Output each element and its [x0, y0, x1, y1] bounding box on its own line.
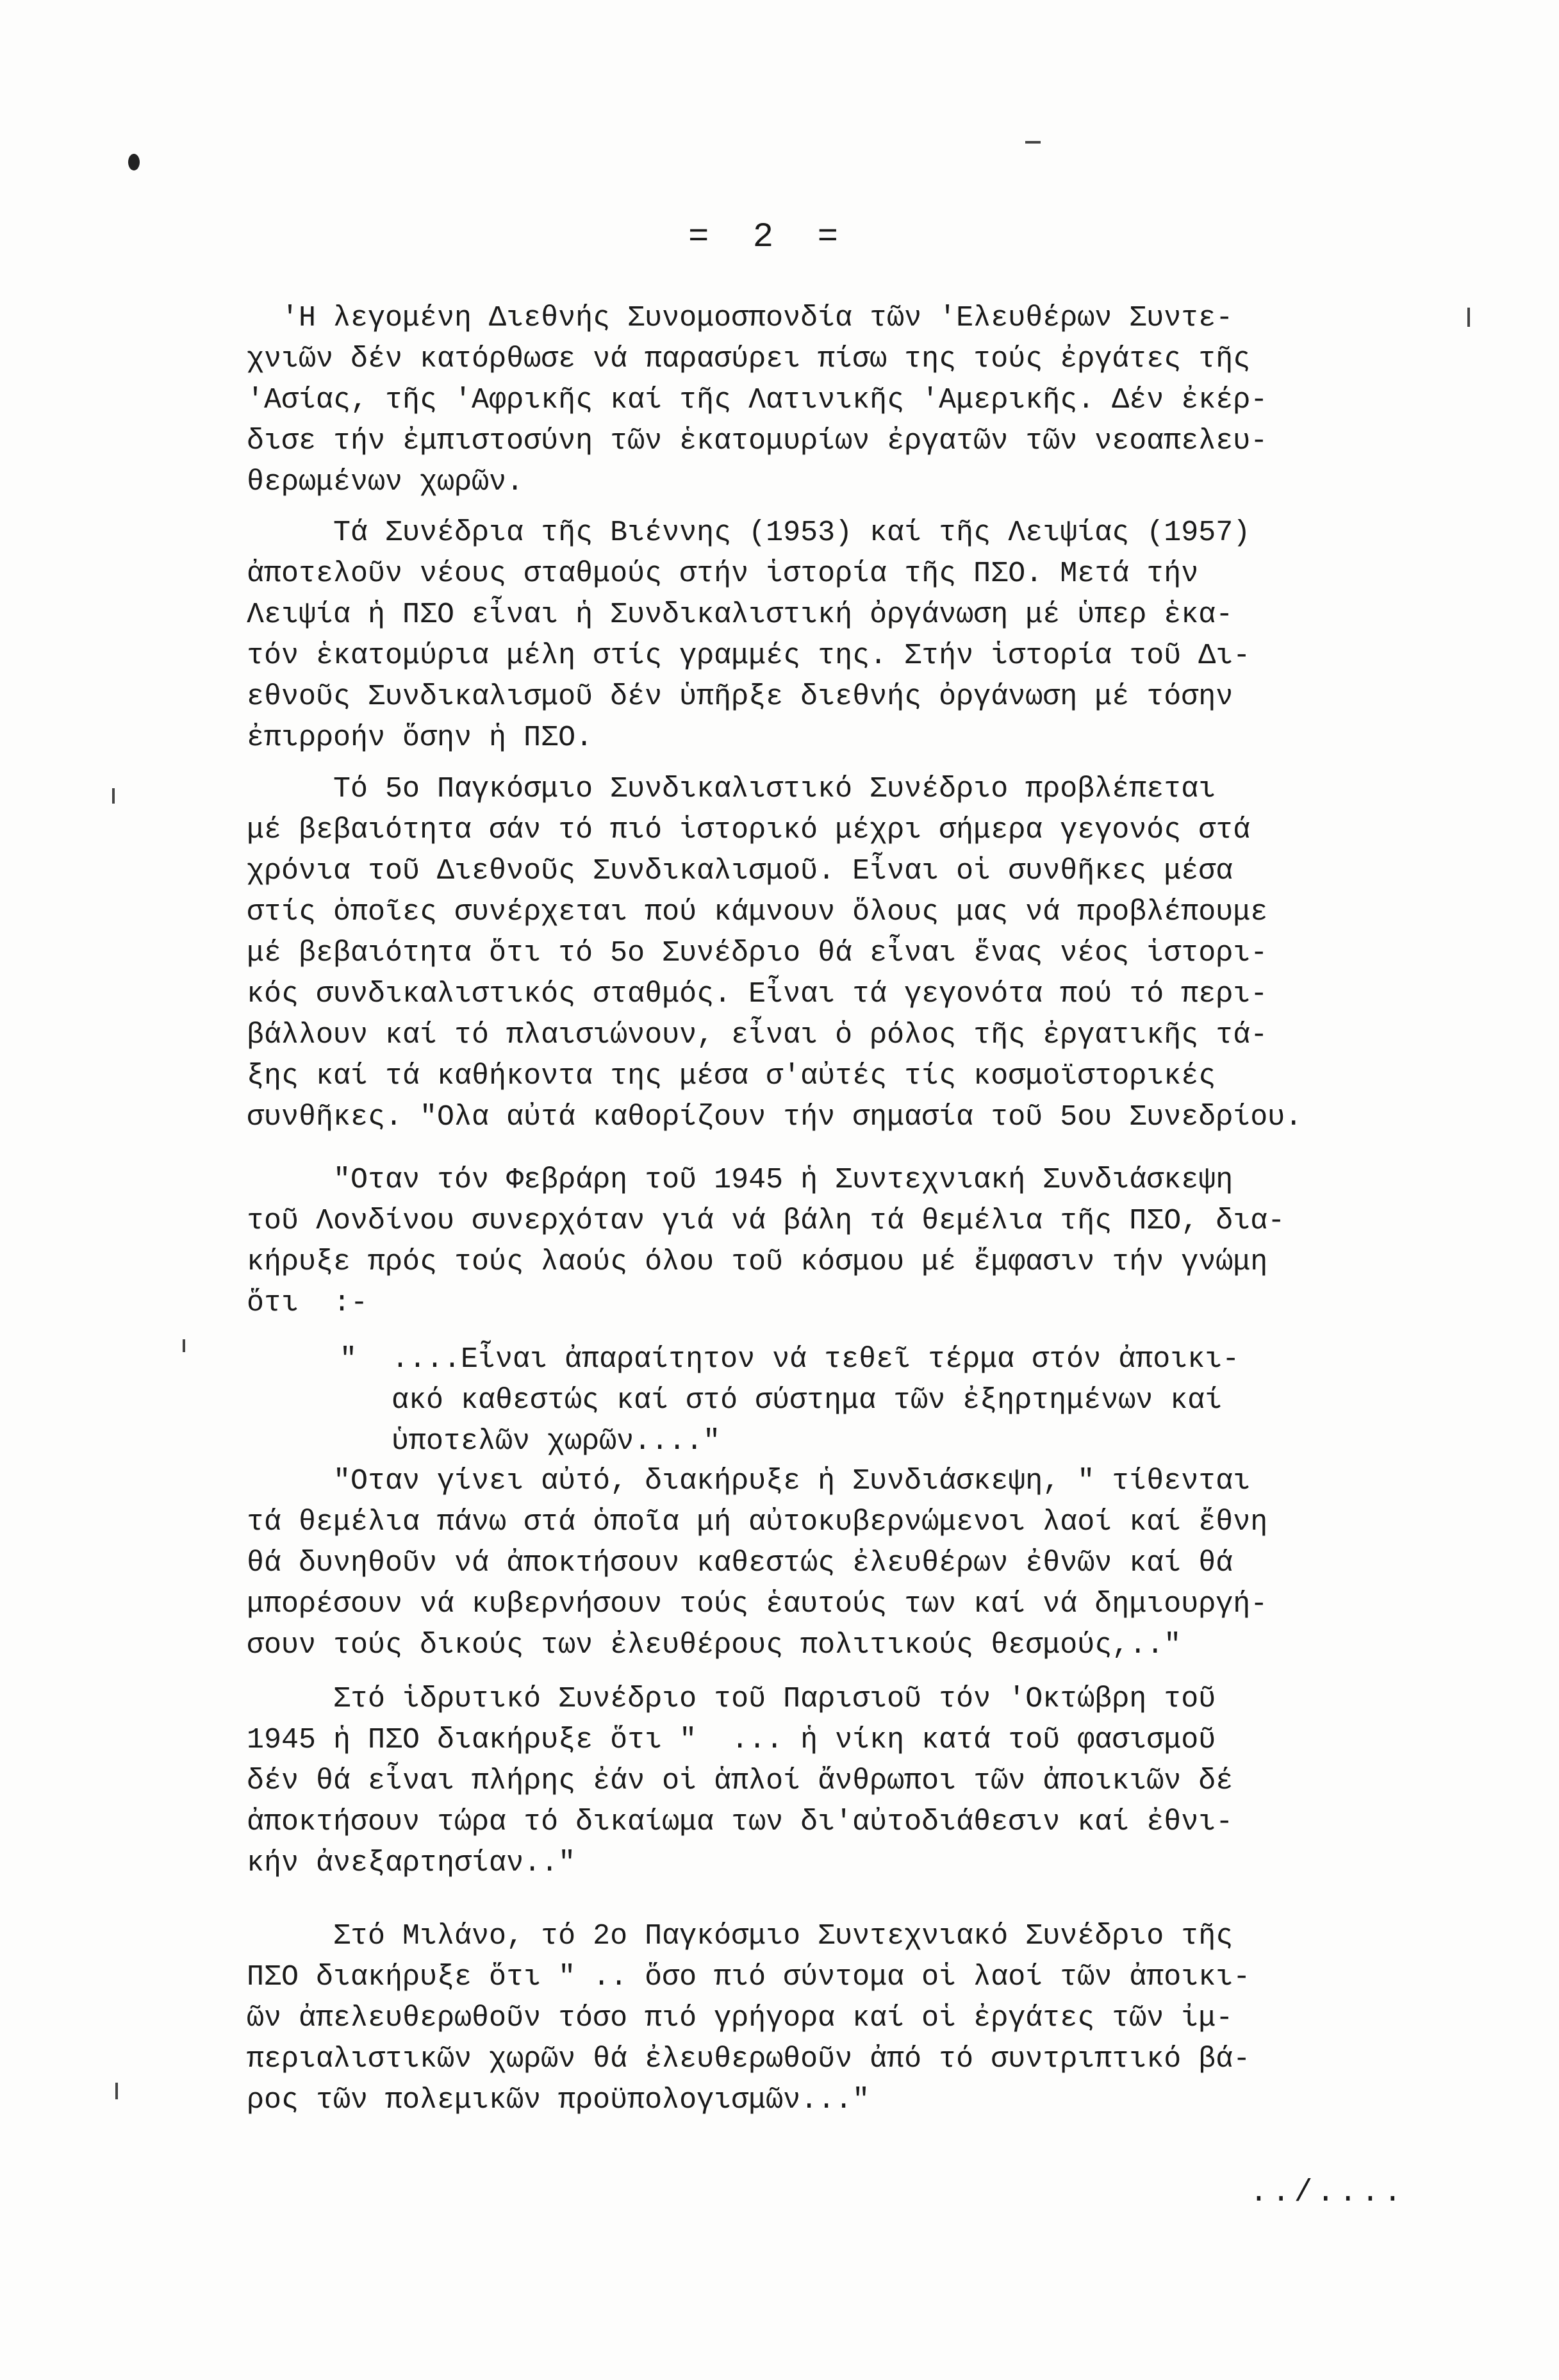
scan-mark [1467, 308, 1470, 327]
scan-mark [1025, 141, 1041, 144]
continuation-mark: ../.... [1250, 2176, 1406, 2210]
paragraph-6: Στό ἱδρυτικό Συνέδριο τοῦ Παρισιοῦ τόν 'Οκτώβρη τοῦ 1945 ἡ ΠΣΟ διακήρυξε ὅτι " ... ἡ νίκη κατά τοῦ φασισμοῦ δέν θά εἶναι πλήρης ἐάν οἱ ἁπλοί ἄνθρωποι τῶν ἀποικιῶν δέ ἀποκτήσουν τώρα τό δικαίωμα των δι'αὐτοδιάθεσιν καί ἐθνι- κήν ἀνεξαρτησίαν.." [247, 1683, 1233, 1880]
scan-mark [183, 1339, 185, 1352]
scan-speck [128, 154, 140, 170]
paragraph-3: Τό 5ο Παγκόσμιο Συνδικαλιστικό Συνέδριο προβλέπεται μέ βεβαιότητα σάν τό πιό ἱστορικό μέχρι σήμερα γεγονός στά χρόνια τοῦ Διεθνοῦς Συνδικαλισμοῦ. Εἶναι οἱ συνθῆκες μέσα στίς ὁποῖες συνέρχεται πού κάμνουν ὅλους μας νά προβλέπουμε μέ βεβαιότητα ὅτι τό 5ο Συνέδριο θά εἶναι ἕνας νέος ἱστορι- κός συνδικαλιστικός σταθμός. Εἶναι τά γεγονότα πού τό περι- βάλλουν καί τό πλαισιώνουν, εἶναι ὁ ρόλος τῆς ἐργατικῆς τά- ξης καί τά καθήκοντα της μέσα σ'αὐτές τίς κοσμοϊστορικές συνθῆκες. "Ολα αὐτά καθορίζουν τήν σημασία τοῦ 5ου Συνεδρίου. [247, 773, 1303, 1134]
paragraph-7: Στό Μιλάνο, τό 2ο Παγκόσμιο Συντεχνιακό Συνέδριο τῆς ΠΣΟ διακήρυξε ὅτι " .. ὅσο πιό σύντομα οἱ λαοί τῶν ἀποικι- ῶν ἀπελευθερωθοῦν τόσο πιό γρήγορα καί οἱ ἐργάτες τῶν ἰμ- περιαλιστικῶν χωρῶν θά ἐλευθερωθοῦν ἀπό τό συντριπτικό βά- ρος τῶν πολεμικῶν προϋπολογισμῶν..." [247, 1920, 1251, 2117]
paragraph-1: 'Η λεγομένη Διεθνής Συνομοσπονδία τῶν 'Ελευθέρων Συντε- χνιῶν δέν κατόρθωσε νά παρασύρει πίσω της τούς ἐργάτες τῆς 'Ασίας, τῆς 'Αφρικῆς καί τῆς Λατινικῆς 'Αμερικῆς. Δέν ἐκέρ- δισε τήν ἐμπιστοσύνη τῶν ἑκατομυρίων ἐργατῶν τῶν νεοαπελευ- θερωμένων χωρῶν. [247, 302, 1268, 499]
paragraph-2: Τά Συνέδρια τῆς Βιέννης (1953) καί τῆς Λειψίας (1957) ἀποτελοῦν νέους σταθμούς στήν ἱστορία τῆς ΠΣΟ. Μετά τήν Λειψία ἡ ΠΣΟ εἶναι ἡ Συνδικαλιστική ὀργάνωση μέ ὑπερ ἑκα- τόν ἑκατομύρια μέλη στίς γραμμές της. Στήν ἱστορία τοῦ Δι- εθνοῦς Συνδικαλισμοῦ δέν ὑπῆρξε διεθνής ὀργάνωση μέ τόσην ἐπιρροήν ὅσην ἡ ΠΣΟ. [247, 516, 1251, 754]
scan-mark [112, 788, 115, 804]
scan-mark [115, 2083, 118, 2099]
page-number: = 2 = [688, 218, 850, 257]
quote-block: " ....Εἶναι ἀπαραίτητον νά τεθεῖ τέρμα στόν ἀποικι- ακό καθεστώς καί στό σύστημα τῶν ἐξηρτημένων καί ὑποτελῶν χωρῶν...." [340, 1343, 1240, 1458]
paragraph-4: "Οταν τόν Φεβράρη τοῦ 1945 ἡ Συντεχνιακή Συνδιάσκεψη τοῦ Λονδίνου συνερχόταν γιά νά βάλη τά θεμέλια τῆς ΠΣΟ, δια- κήρυξε πρός τούς λαούς όλου τοῦ κόσμου μέ ἔμφασιν τήν γνώμη ὅτι :- [247, 1164, 1285, 1319]
paragraph-5: "Οταν γίνει αὐτό, διακήρυξε ἡ Συνδιάσκεψη, " τίθενται τά θεμέλια πάνω στά ὁποῖα μή αὐτοκυβερνώμενοι λαοί καί ἔθνη θά δυνηθοῦν νά ἀποκτήσουν καθεστώς ἐλευθέρων ἐθνῶν καί θά μπορέσουν νά κυβερνήσουν τούς ἑαυτούς των καί νά δημιουργή- σουν τούς δικούς των ἐλευθέρους πολιτικούς θεσμούς,.." [247, 1465, 1268, 1662]
